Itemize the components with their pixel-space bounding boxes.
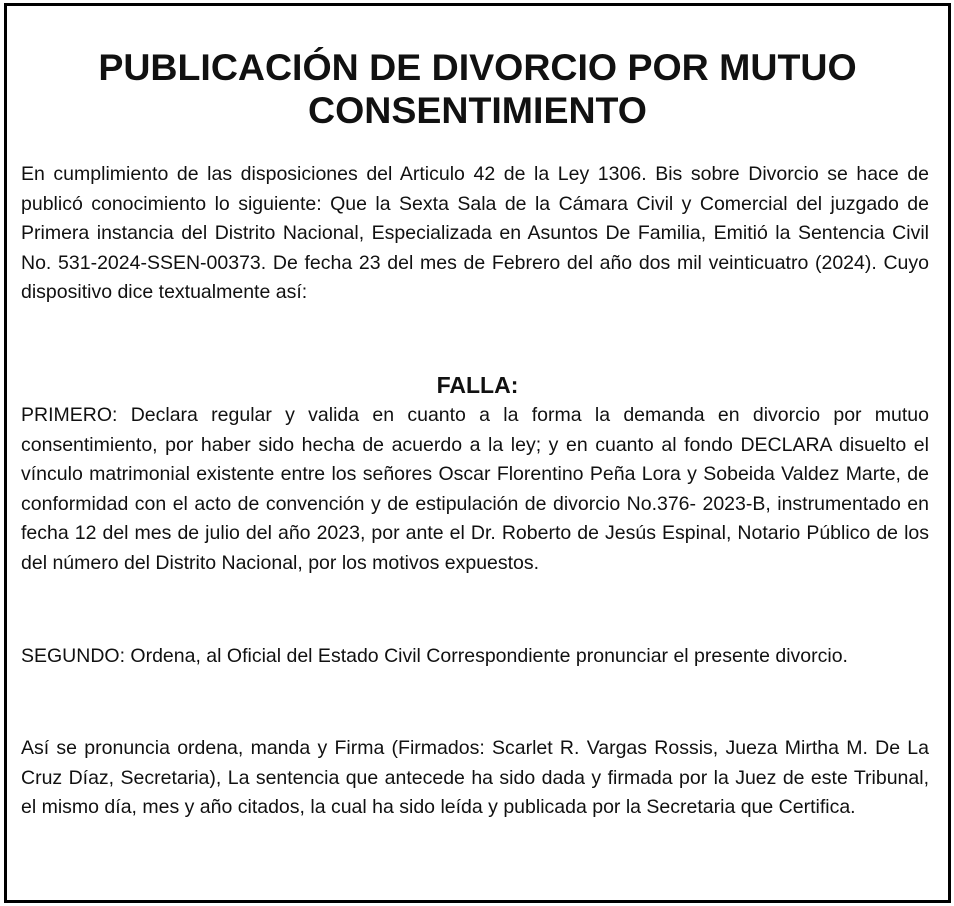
primero-paragraph: PRIMERO: Declara regular y valida en cuanto a la forma la demanda en divorcio por mutuo consentimiento, por haber sido hecha de acuerdo a la ley; y en cuanto al fondo DECLARA disuelto el vínculo matrimonial existente entre los señores Oscar Florentino Peña Lora y Sobeida Valdez Marte, de conformidad con el acto de convención y de estipulación de divorcio No.376- 2023-B, instrumentado en fecha 12 del mes de julio del año 2023, por ante el Dr. Roberto de Jesús Espinal, Notario Público de los del número del Distrito Nacional, por los motivos expuestos.: [21, 404, 929, 574]
notice-frame: [4, 3, 951, 903]
notice-title-line-2: CONSENTIMIENTO: [308, 89, 647, 131]
falla-heading: FALLA:: [436, 372, 519, 398]
segundo-paragraph: SEGUNDO: Ordena, al Oficial del Estado Civil Correspondiente pronunciar el presente divorcio.: [21, 645, 848, 667]
intro-paragraph: En cumplimiento de las disposiciones del Articulo 42 de la Ley 1306. Bis sobre Divorcio se hace de publicó conocimiento lo siguiente: Que la Sexta Sala de la Cámara Civil y Comercial del juzgado de Primera instancia del Distrito Nacional, Especializada en Asuntos De Familia, Emitió la Sentencia Civil No. 531-2024-SSEN-00373. De fecha 23 del mes de Febrero del año dos mil veinticuatro (2024). Cuyo dispositivo dice textualmente así:: [21, 163, 929, 304]
notice-title-line-1: PUBLICACIÓN DE DIVORCIO POR MUTUO: [98, 46, 857, 88]
closing-paragraph: Así se pronuncia ordena, manda y Firma (Firmados: Scarlet R. Vargas Rossis, Jueza Mirtha M. De La Cruz Díaz, Secretaria), La sentencia que antecede ha sido dada y firmada por la Juez de este Tribunal, el mismo día, mes y año citados, la cual ha sido leída y publicada por la Secretaria que Certifica.: [21, 737, 929, 819]
notice-title: [7, 46, 948, 132]
